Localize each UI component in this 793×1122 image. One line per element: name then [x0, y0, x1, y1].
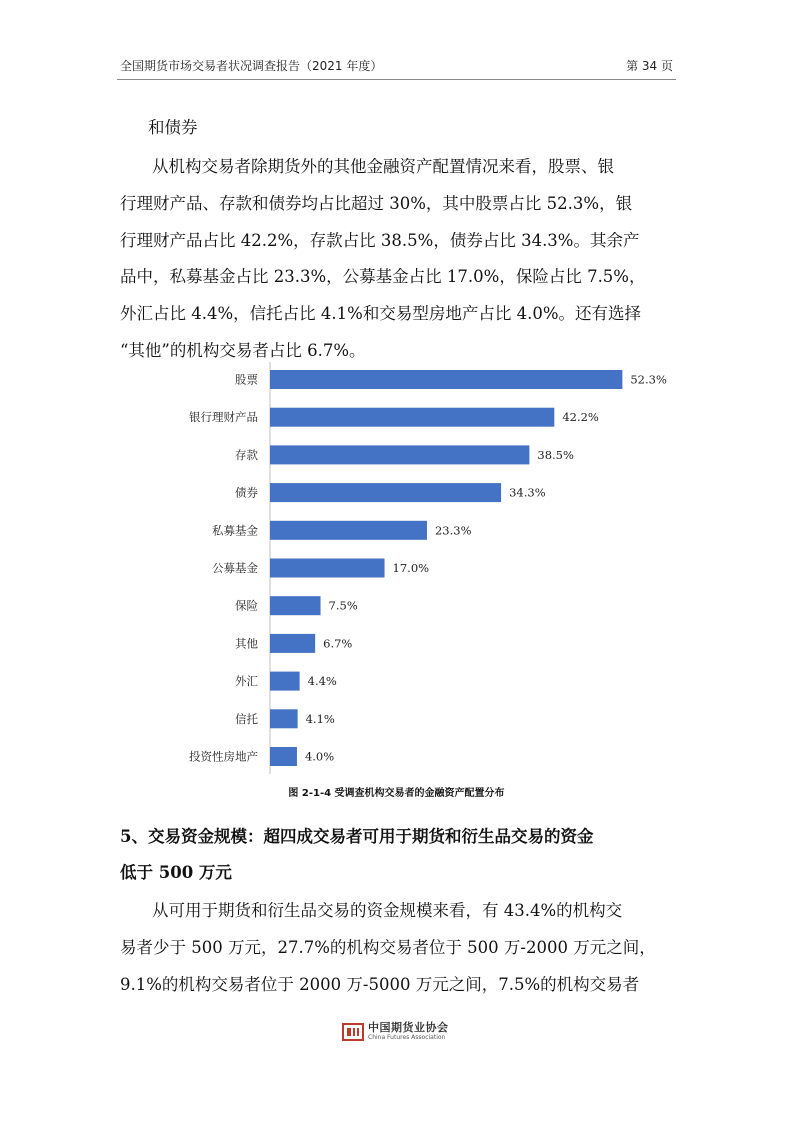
- org-name-en: China Futures Association: [368, 1034, 446, 1041]
- text-line: 9.1%的机构交易者位于 2000 万-5000 万元之间，7.5%的机构交易者: [120, 975, 640, 994]
- text-line: 易者少于 500 万元，27.7%的机构交易者位于 500 万-2000 万元之间，: [120, 938, 656, 957]
- asset-allocation-chart: [120, 362, 680, 774]
- text-line: 从机构交易者除期货外的其他金融资产配置情况来看，股票、银: [152, 157, 614, 176]
- value-label: 4.1%: [305, 711, 335, 726]
- category-label: 私募基金: [212, 523, 258, 538]
- category-label: 其他: [235, 636, 258, 651]
- text-line: 品中，私募基金占比 23.3%，公募基金占比 17.0%，保险占比 7.5%，: [120, 267, 646, 286]
- text-line: “其他”的机构交易者占比 6.7%。: [120, 341, 366, 360]
- category-label: 信托: [235, 711, 258, 726]
- chart-caption: 图 2-1-4 受调查机构交易者的金融资产配置分布: [288, 788, 505, 799]
- header-title: 全国期货市场交易者状况调查报告（2021 年度）: [120, 59, 383, 73]
- text-line: 外汇占比 4.4%，信托占比 4.1%和交易型房地产占比 4.0%。还有选择: [120, 304, 641, 323]
- text-line: 从可用于期货和衍生品交易的资金规模来看，有 43.4%的机构交: [152, 901, 623, 920]
- bar: [270, 370, 622, 389]
- page-number: 第 34 页: [626, 59, 673, 73]
- category-label: 股票: [235, 372, 258, 387]
- category-label: 公募基金: [212, 561, 258, 575]
- value-label: 34.3%: [509, 485, 546, 500]
- bar: [270, 408, 554, 427]
- value-label: 38.5%: [537, 447, 574, 462]
- org-name-cn: 中国期货业协会: [368, 1021, 449, 1034]
- text-line: 行理财产品、存款和债券均占比超过 30%，其中股票占比 52.3%，银: [120, 194, 633, 213]
- category-label: 存款: [235, 447, 258, 462]
- value-label: 52.3%: [630, 372, 667, 387]
- bar: [270, 634, 315, 653]
- category-label: 外汇: [235, 674, 258, 689]
- bar: [270, 445, 529, 464]
- category-label: 债券: [235, 485, 258, 500]
- text-line: 行理财产品占比 42.2%，存款占比 38.5%，债券占比 34.3%。其余产: [120, 231, 640, 250]
- section-heading-cont: 低于 500 万元: [120, 863, 232, 882]
- bar: [270, 483, 501, 502]
- continued-text: 和债券: [148, 118, 198, 137]
- value-label: 4.0%: [304, 749, 335, 764]
- category-label: 投资性房地产: [189, 749, 258, 764]
- value-label: 4.4%: [307, 674, 337, 689]
- bar: [270, 709, 298, 728]
- bar: [270, 559, 385, 578]
- bar: [270, 521, 427, 540]
- value-label: 23.3%: [434, 523, 472, 538]
- category-label: 银行理财产品: [189, 410, 258, 425]
- category-label: 保险: [235, 598, 258, 613]
- section-heading: 5、交易资金规模：超四成交易者可用于期货和衍生品交易的资金: [120, 827, 594, 846]
- value-label: 7.5%: [328, 598, 358, 613]
- value-label: 42.2%: [562, 410, 599, 425]
- bar: [270, 672, 300, 691]
- value-label: 6.7%: [323, 636, 353, 651]
- footer-logo: [342, 1022, 449, 1041]
- header-divider: [117, 79, 676, 80]
- bar: [270, 747, 297, 766]
- value-label: 17.0%: [392, 561, 430, 575]
- bar: [270, 596, 321, 615]
- cfa-logo-icon: [342, 1023, 364, 1041]
